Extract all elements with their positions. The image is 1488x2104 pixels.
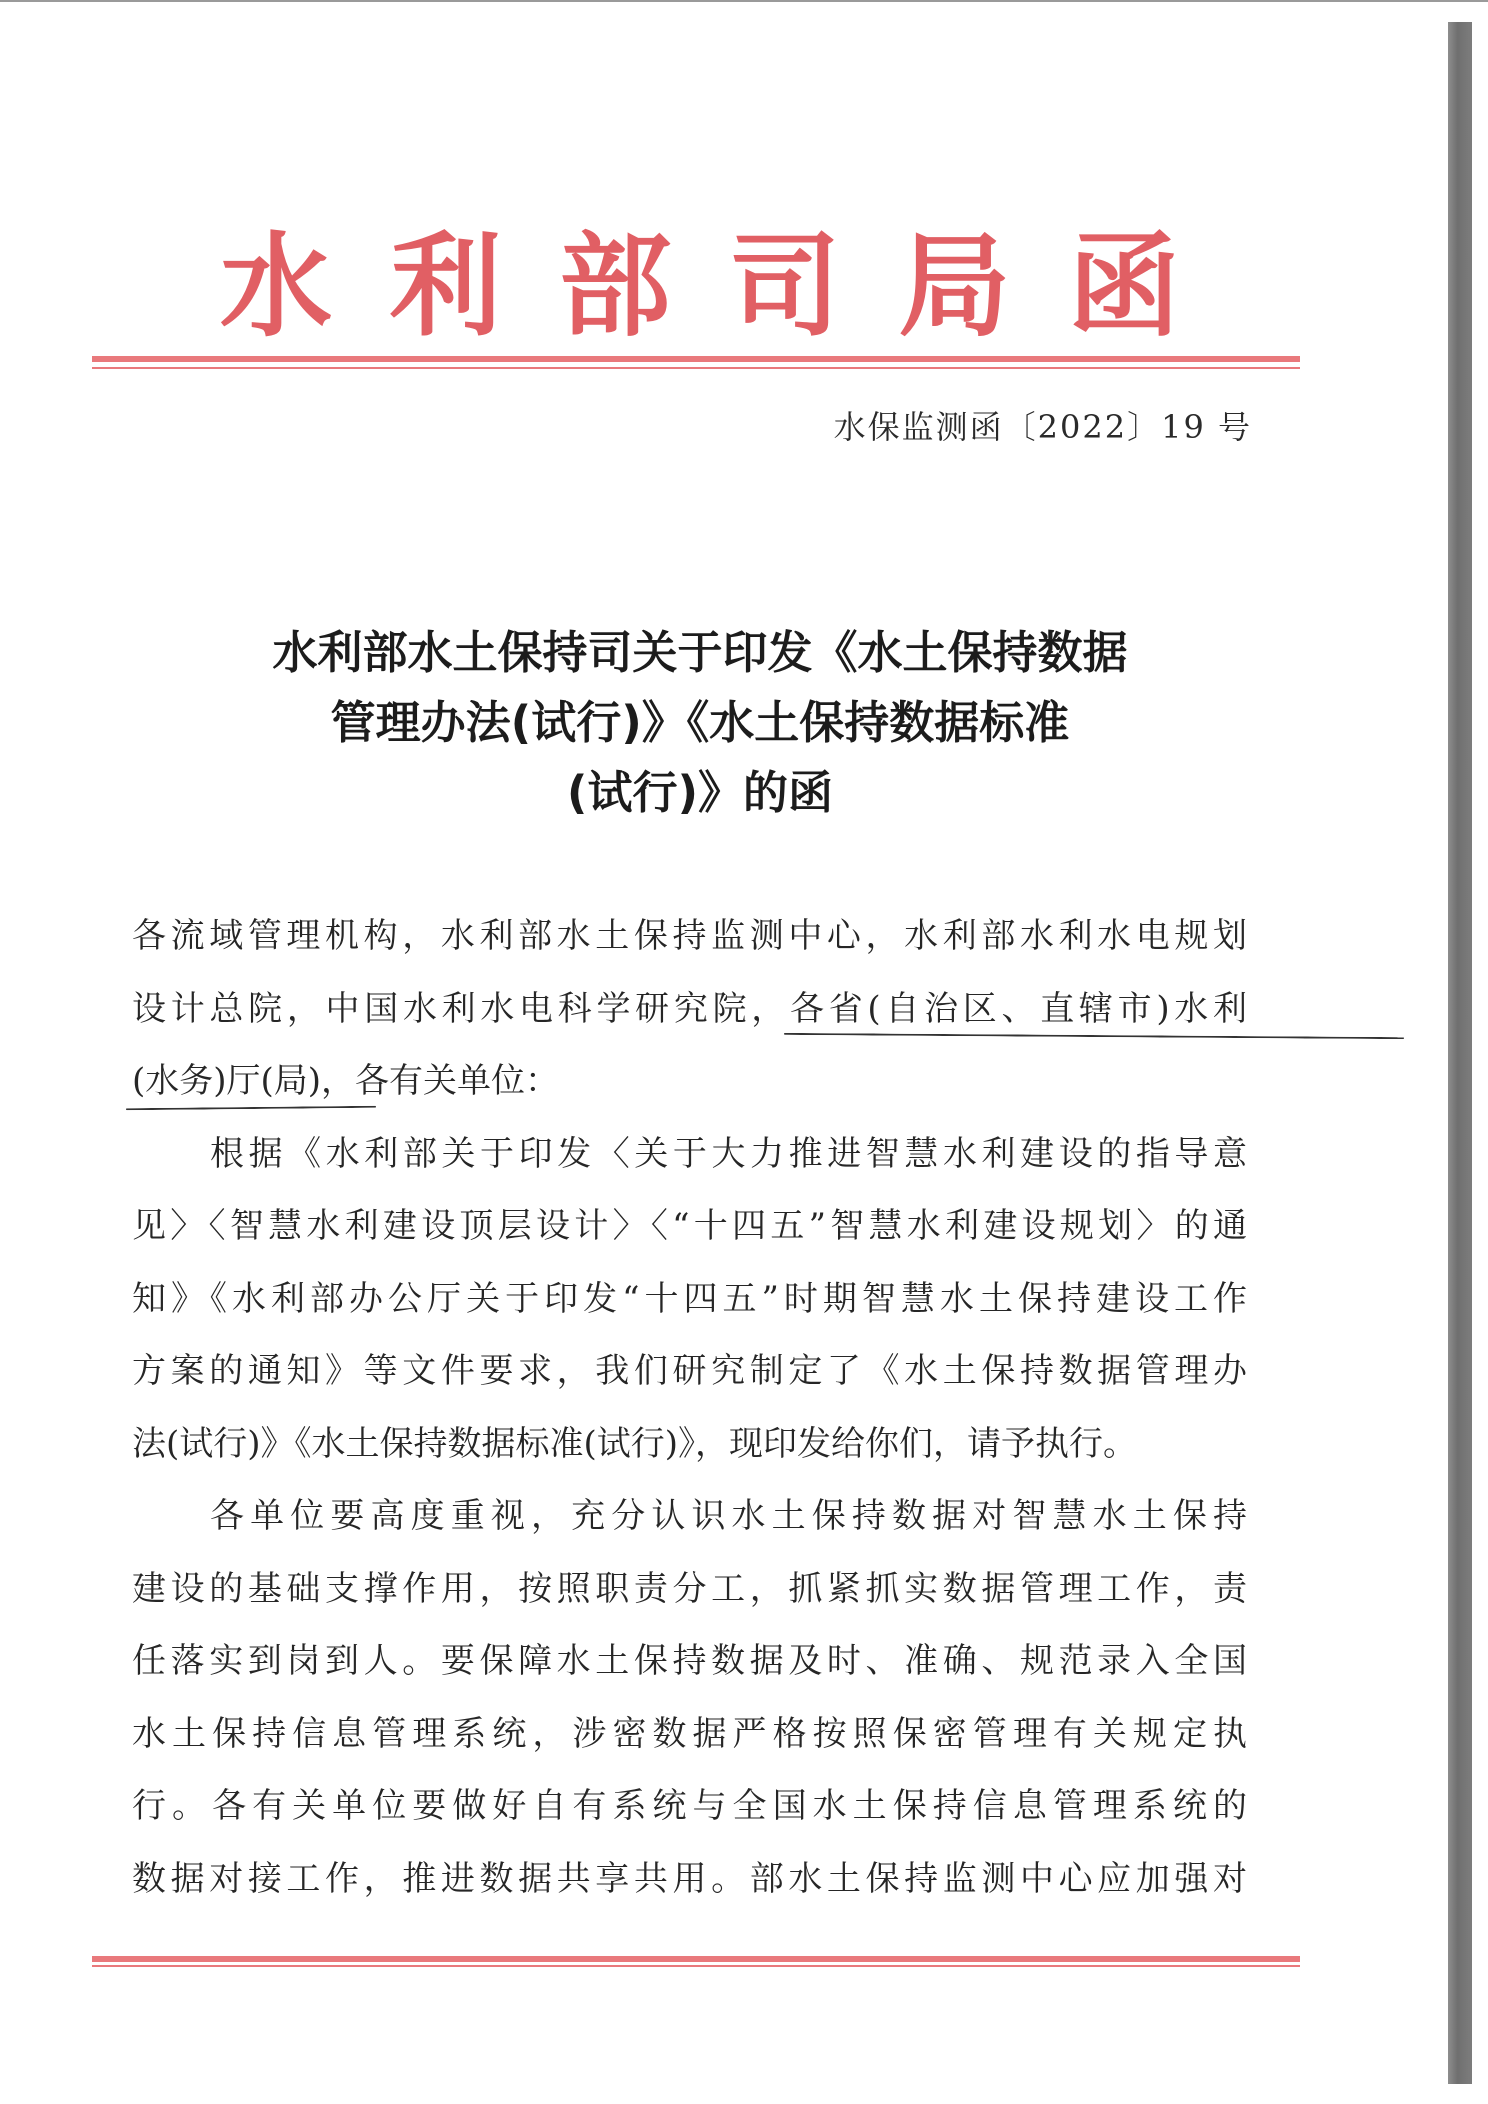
document-body — [132, 900, 1247, 1915]
letterhead-char: 函 — [1067, 221, 1180, 352]
paragraph-line: 任落实到岗到人。要保障水土保持数据及时、准确、规范录入全国 — [132, 1641, 1247, 1681]
scan-right-edge — [1448, 22, 1472, 2084]
heading-line: 管理办法(试行)》《水土保持数据标准 — [330, 696, 1070, 749]
handwritten-underline — [126, 1106, 376, 1111]
document-heading — [140, 618, 1260, 828]
paragraph-line: 知》《水利部办公厅关于印发“十四五”时期智慧水土保持建设工作 — [132, 1278, 1247, 1319]
salutation-line-text: 设计总院，中国水利水电科学研究院，各省(自治区、直辖市)水利 — [132, 988, 1247, 1029]
paragraph-line: 见〉〈智慧水利建设顶层设计〉〈“十四五”智慧水利建设规划〉的通 — [132, 1206, 1247, 1246]
letterhead-title — [220, 222, 1180, 352]
paragraph-line: 各单位要高度重视，充分认识水土保持数据对智慧水土保持 — [210, 1496, 1247, 1536]
paragraph-line: 根据《水利部关于印发〈关于大力推进智慧水利建设的指导意 — [210, 1133, 1247, 1174]
heading-line: 水利部水土保持司关于印发《水土保持数据 — [272, 626, 1128, 679]
footer-rule-thin — [92, 1965, 1300, 1967]
paragraph-line: 数据对接工作，推进数据共享共用。部水土保持监测中心应加强对 — [132, 1858, 1247, 1899]
letterhead-rule-thin — [92, 367, 1300, 369]
handwritten-underline — [784, 1032, 1404, 1038]
letterhead-char: 司 — [728, 221, 841, 352]
paragraph-line: 法(试行)》《水土保持数据标准(试行)》，现印发给你们，请予执行。 — [132, 1423, 1138, 1464]
salutation-line — [132, 973, 1247, 1046]
letterhead-char: 水 — [220, 221, 332, 352]
letterhead-char: 部 — [559, 221, 672, 352]
paragraph-line: 方案的通知》等文件要求，我们研究制定了《水土保持数据管理办 — [132, 1351, 1247, 1391]
paragraph-line: 行。各有关单位要做好自有系统与全国水土保持信息管理系统的 — [132, 1786, 1247, 1826]
salutation-line: 各流域管理机构，水利部水土保持监测中心，水利部水利水电规划 — [132, 916, 1247, 956]
salutation-line — [132, 1045, 1247, 1118]
letterhead-rule-thick — [92, 356, 1300, 362]
footer-rule-thick — [92, 1956, 1300, 1962]
letterhead-char: 局 — [898, 221, 1011, 352]
salutation-line-text: (水务)厅(局)，各有关单位： — [132, 1061, 560, 1101]
letterhead-char: 利 — [389, 221, 502, 352]
scan-top-edge — [0, 0, 1488, 2]
heading-line: (试行)》的函 — [566, 766, 834, 819]
paragraph-line: 水土保持信息管理系统，涉密数据严格按照保密管理有关规定执 — [132, 1713, 1247, 1754]
document-number: 水保监测函〔2022〕19 号 — [833, 408, 1252, 446]
paragraph-line: 建设的基础支撑作用，按照职责分工，抓紧抓实数据管理工作，责 — [132, 1568, 1247, 1609]
